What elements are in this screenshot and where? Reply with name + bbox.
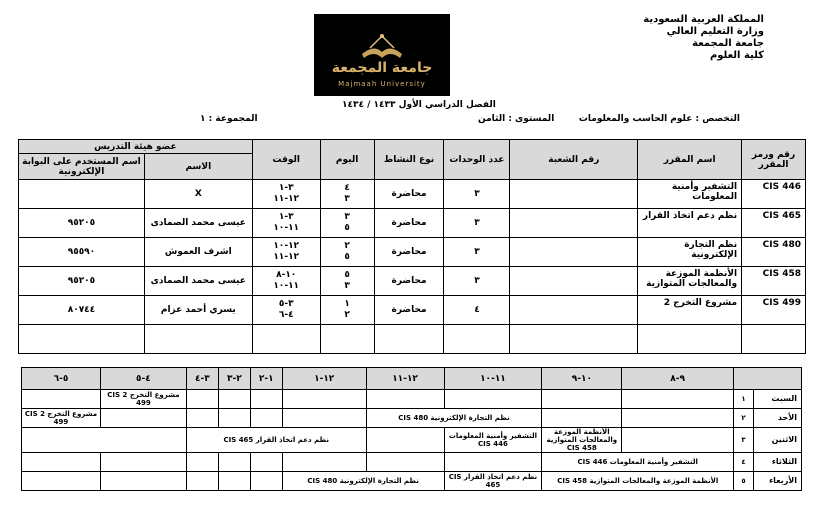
time-slot-header: ٢-٣ xyxy=(218,368,250,390)
section-cell xyxy=(510,267,638,296)
day-value: ٥ xyxy=(344,252,350,262)
header-line-college: كلية العلوم xyxy=(709,50,764,61)
day-label: السبت xyxy=(754,390,802,409)
faculty-name-cell: اشرف العموش xyxy=(144,238,252,267)
course-code: CIS 458 xyxy=(742,267,806,296)
day-label: الثلاثاء xyxy=(754,453,802,472)
schedule-entry: نظم التجارة الإلكترونية CIS 480 xyxy=(366,409,542,428)
time-slot-header: ٥-٦ xyxy=(22,368,101,390)
day-cell xyxy=(320,180,374,209)
schedule-entry: التشفير وأمنية المعلومات CIS 446 xyxy=(444,428,542,453)
table-row xyxy=(19,209,806,238)
day-label: الأربعاء xyxy=(754,472,802,491)
header-line-ministry: وزارة التعليم العالي xyxy=(666,26,764,37)
header-line-country: المملكة العربية السعودية xyxy=(643,14,764,25)
university-logo xyxy=(314,14,450,96)
day-number: ٤ xyxy=(734,453,754,472)
schedule-header-row xyxy=(22,368,802,390)
header-course-code: رقم ورمز المقرر xyxy=(742,140,806,180)
activity-cell: محاضرة xyxy=(374,238,444,267)
units-cell: ٣ xyxy=(444,209,510,238)
day-value: ٣ xyxy=(344,281,350,291)
course-name: الأنظمة الموزعة والمعالجات المتوازية xyxy=(638,267,742,296)
day-number: ٢ xyxy=(734,409,754,428)
table-row xyxy=(19,296,806,325)
logo-english-name: Majmaah University xyxy=(338,80,426,88)
time-value: ١٢-١١ xyxy=(273,194,300,204)
units-cell: ٤ xyxy=(444,296,510,325)
course-name: مشروع التخرج 2 xyxy=(638,296,742,325)
time-slot-header: ١-٢ xyxy=(250,368,282,390)
time-value: ٣-١ xyxy=(278,212,294,222)
time-slot-header: ١٢-١ xyxy=(282,368,366,390)
units-cell: ٣ xyxy=(444,267,510,296)
header-faculty-name: الاسم xyxy=(144,154,252,180)
faculty-name-cell: عيسى محمد الصمادى xyxy=(144,209,252,238)
day-value: ٣ xyxy=(344,212,350,222)
schedule-entry: مشروع التخرج 2 CIS 499 xyxy=(22,409,101,428)
time-slot-header: ٩-٨ xyxy=(622,368,734,390)
schedule-row-monday xyxy=(22,428,802,453)
faculty-name-cell: يسري أحمد عزام xyxy=(144,296,252,325)
header-faculty-group: عضو هيئة التدريس xyxy=(19,140,253,154)
header-line-university: جامعة المجمعة xyxy=(692,38,764,49)
portal-user-cell: ٩٥٢٠٥ xyxy=(19,267,145,296)
time-value: ١٢-١١ xyxy=(273,252,300,262)
table-row xyxy=(19,238,806,267)
table-row-empty xyxy=(19,325,806,354)
units-cell: ٣ xyxy=(444,180,510,209)
portal-user-cell: ٩٥٢٠٥ xyxy=(19,209,145,238)
day-value: ١ xyxy=(344,299,350,309)
logo-arabic-name: جامعة المجمعة xyxy=(331,60,433,76)
portal-user-cell: ٩٥٥٩٠ xyxy=(19,238,145,267)
time-cell xyxy=(252,180,320,209)
table-row xyxy=(19,180,806,209)
time-value: ١٠-٨ xyxy=(276,270,297,280)
time-slot-header: ٤-٥ xyxy=(100,368,186,390)
course-name: التشفير وأمنية المعلومات xyxy=(638,180,742,209)
day-value: ٢ xyxy=(344,310,350,320)
course-name: نظم التجارة الإلكترونية xyxy=(638,238,742,267)
time-value: ١١-١٠ xyxy=(273,223,300,233)
table-row xyxy=(19,267,806,296)
day-value: ٤ xyxy=(344,183,350,193)
time-cell xyxy=(252,296,320,325)
section-cell xyxy=(510,209,638,238)
day-number: ١ xyxy=(734,390,754,409)
activity-cell: محاضرة xyxy=(374,296,444,325)
time-slot-header: ١٢-١١ xyxy=(366,368,444,390)
course-code: CIS 465 xyxy=(742,209,806,238)
schedule-row-wednesday xyxy=(22,472,802,491)
header-units: عدد الوحدات xyxy=(444,140,510,180)
day-number: ٣ xyxy=(734,428,754,453)
time-slot-header: ١٠-٩ xyxy=(542,368,622,390)
day-value: ٥ xyxy=(344,270,350,280)
section-cell xyxy=(510,296,638,325)
schedule-row-saturday xyxy=(22,390,802,409)
activity-cell: محاضرة xyxy=(374,209,444,238)
schedule-entry: الأنظمة الموزعة والمعالجات المتوازية CIS 458 xyxy=(542,428,622,453)
faculty-name-cell: عيسى محمد الصمادى xyxy=(144,267,252,296)
header-time: الوقت xyxy=(252,140,320,180)
activity-cell: محاضرة xyxy=(374,267,444,296)
faculty-name-cell: X xyxy=(144,180,252,209)
schedule-entry: مشروع التخرج 2 CIS 499 xyxy=(100,390,186,409)
day-value: ٥ xyxy=(344,223,350,233)
units-cell: ٣ xyxy=(444,238,510,267)
activity-cell: محاضرة xyxy=(374,180,444,209)
day-cell xyxy=(320,238,374,267)
schedule-corner xyxy=(734,368,802,390)
day-value: ٣ xyxy=(344,194,350,204)
day-label: الأحد xyxy=(754,409,802,428)
schedule-entry: نظم دعم اتخاذ القرار CIS 465 xyxy=(444,472,542,491)
schedule-entry: نظم التجارة الإلكترونية CIS 480 xyxy=(282,472,444,491)
day-cell xyxy=(320,209,374,238)
header-day: اليوم xyxy=(320,140,374,180)
time-slot-header: ١١-١٠ xyxy=(444,368,542,390)
specialization-label: التخصص : علوم الحاسب والمعلومات xyxy=(578,114,740,124)
header-portal-user: اسم المستخدم على البوابة الإلكترونية xyxy=(19,154,145,180)
courses-table xyxy=(18,139,806,354)
section-cell xyxy=(510,180,638,209)
course-code: CIS 480 xyxy=(742,238,806,267)
time-cell xyxy=(252,209,320,238)
weekly-schedule xyxy=(21,367,802,491)
day-number: ٥ xyxy=(734,472,754,491)
institution-header xyxy=(643,14,764,62)
portal-user-cell xyxy=(19,180,145,209)
time-value: ٤-٦ xyxy=(278,310,294,320)
semester-label: الفصل الدراسي الأول ١٤٣٣ / ١٤٣٤ xyxy=(342,100,496,110)
time-cell xyxy=(252,267,320,296)
group-label: المجموعة : ١ xyxy=(200,114,258,124)
course-name: نظم دعم اتخاذ القرار xyxy=(638,209,742,238)
course-code: CIS 446 xyxy=(742,180,806,209)
day-label: الاثنين xyxy=(754,428,802,453)
day-cell xyxy=(320,296,374,325)
course-code: CIS 499 xyxy=(742,296,806,325)
schedule-entry: الأنظمة الموزعة والمعالجات المتوازية CIS 458 xyxy=(542,472,734,491)
time-value: ٣-٥ xyxy=(278,299,294,309)
schedule-entry: نظم دعم اتخاذ القرار CIS 465 xyxy=(186,428,366,453)
day-value: ٢ xyxy=(344,241,350,251)
time-value: ١٢-١٠ xyxy=(273,241,300,251)
schedule-entry: التشفير وأمنية المعلومات CIS 446 xyxy=(542,453,734,472)
schedule-row-tuesday xyxy=(22,453,802,472)
schedule-row-sunday xyxy=(22,409,802,428)
time-value: ١١-١٠ xyxy=(273,281,300,291)
section-cell xyxy=(510,238,638,267)
day-cell xyxy=(320,267,374,296)
time-value: ٣-١ xyxy=(278,183,294,193)
header-course-name: اسم المقرر xyxy=(638,140,742,180)
header-activity: نوع النشاط xyxy=(374,140,444,180)
time-cell xyxy=(252,238,320,267)
header-section: رقم الشعبة xyxy=(510,140,638,180)
time-slot-header: ٣-٤ xyxy=(186,368,218,390)
portal-user-cell: ٨٠٧٤٤ xyxy=(19,296,145,325)
level-label: المستوى : الثامن xyxy=(478,114,555,124)
